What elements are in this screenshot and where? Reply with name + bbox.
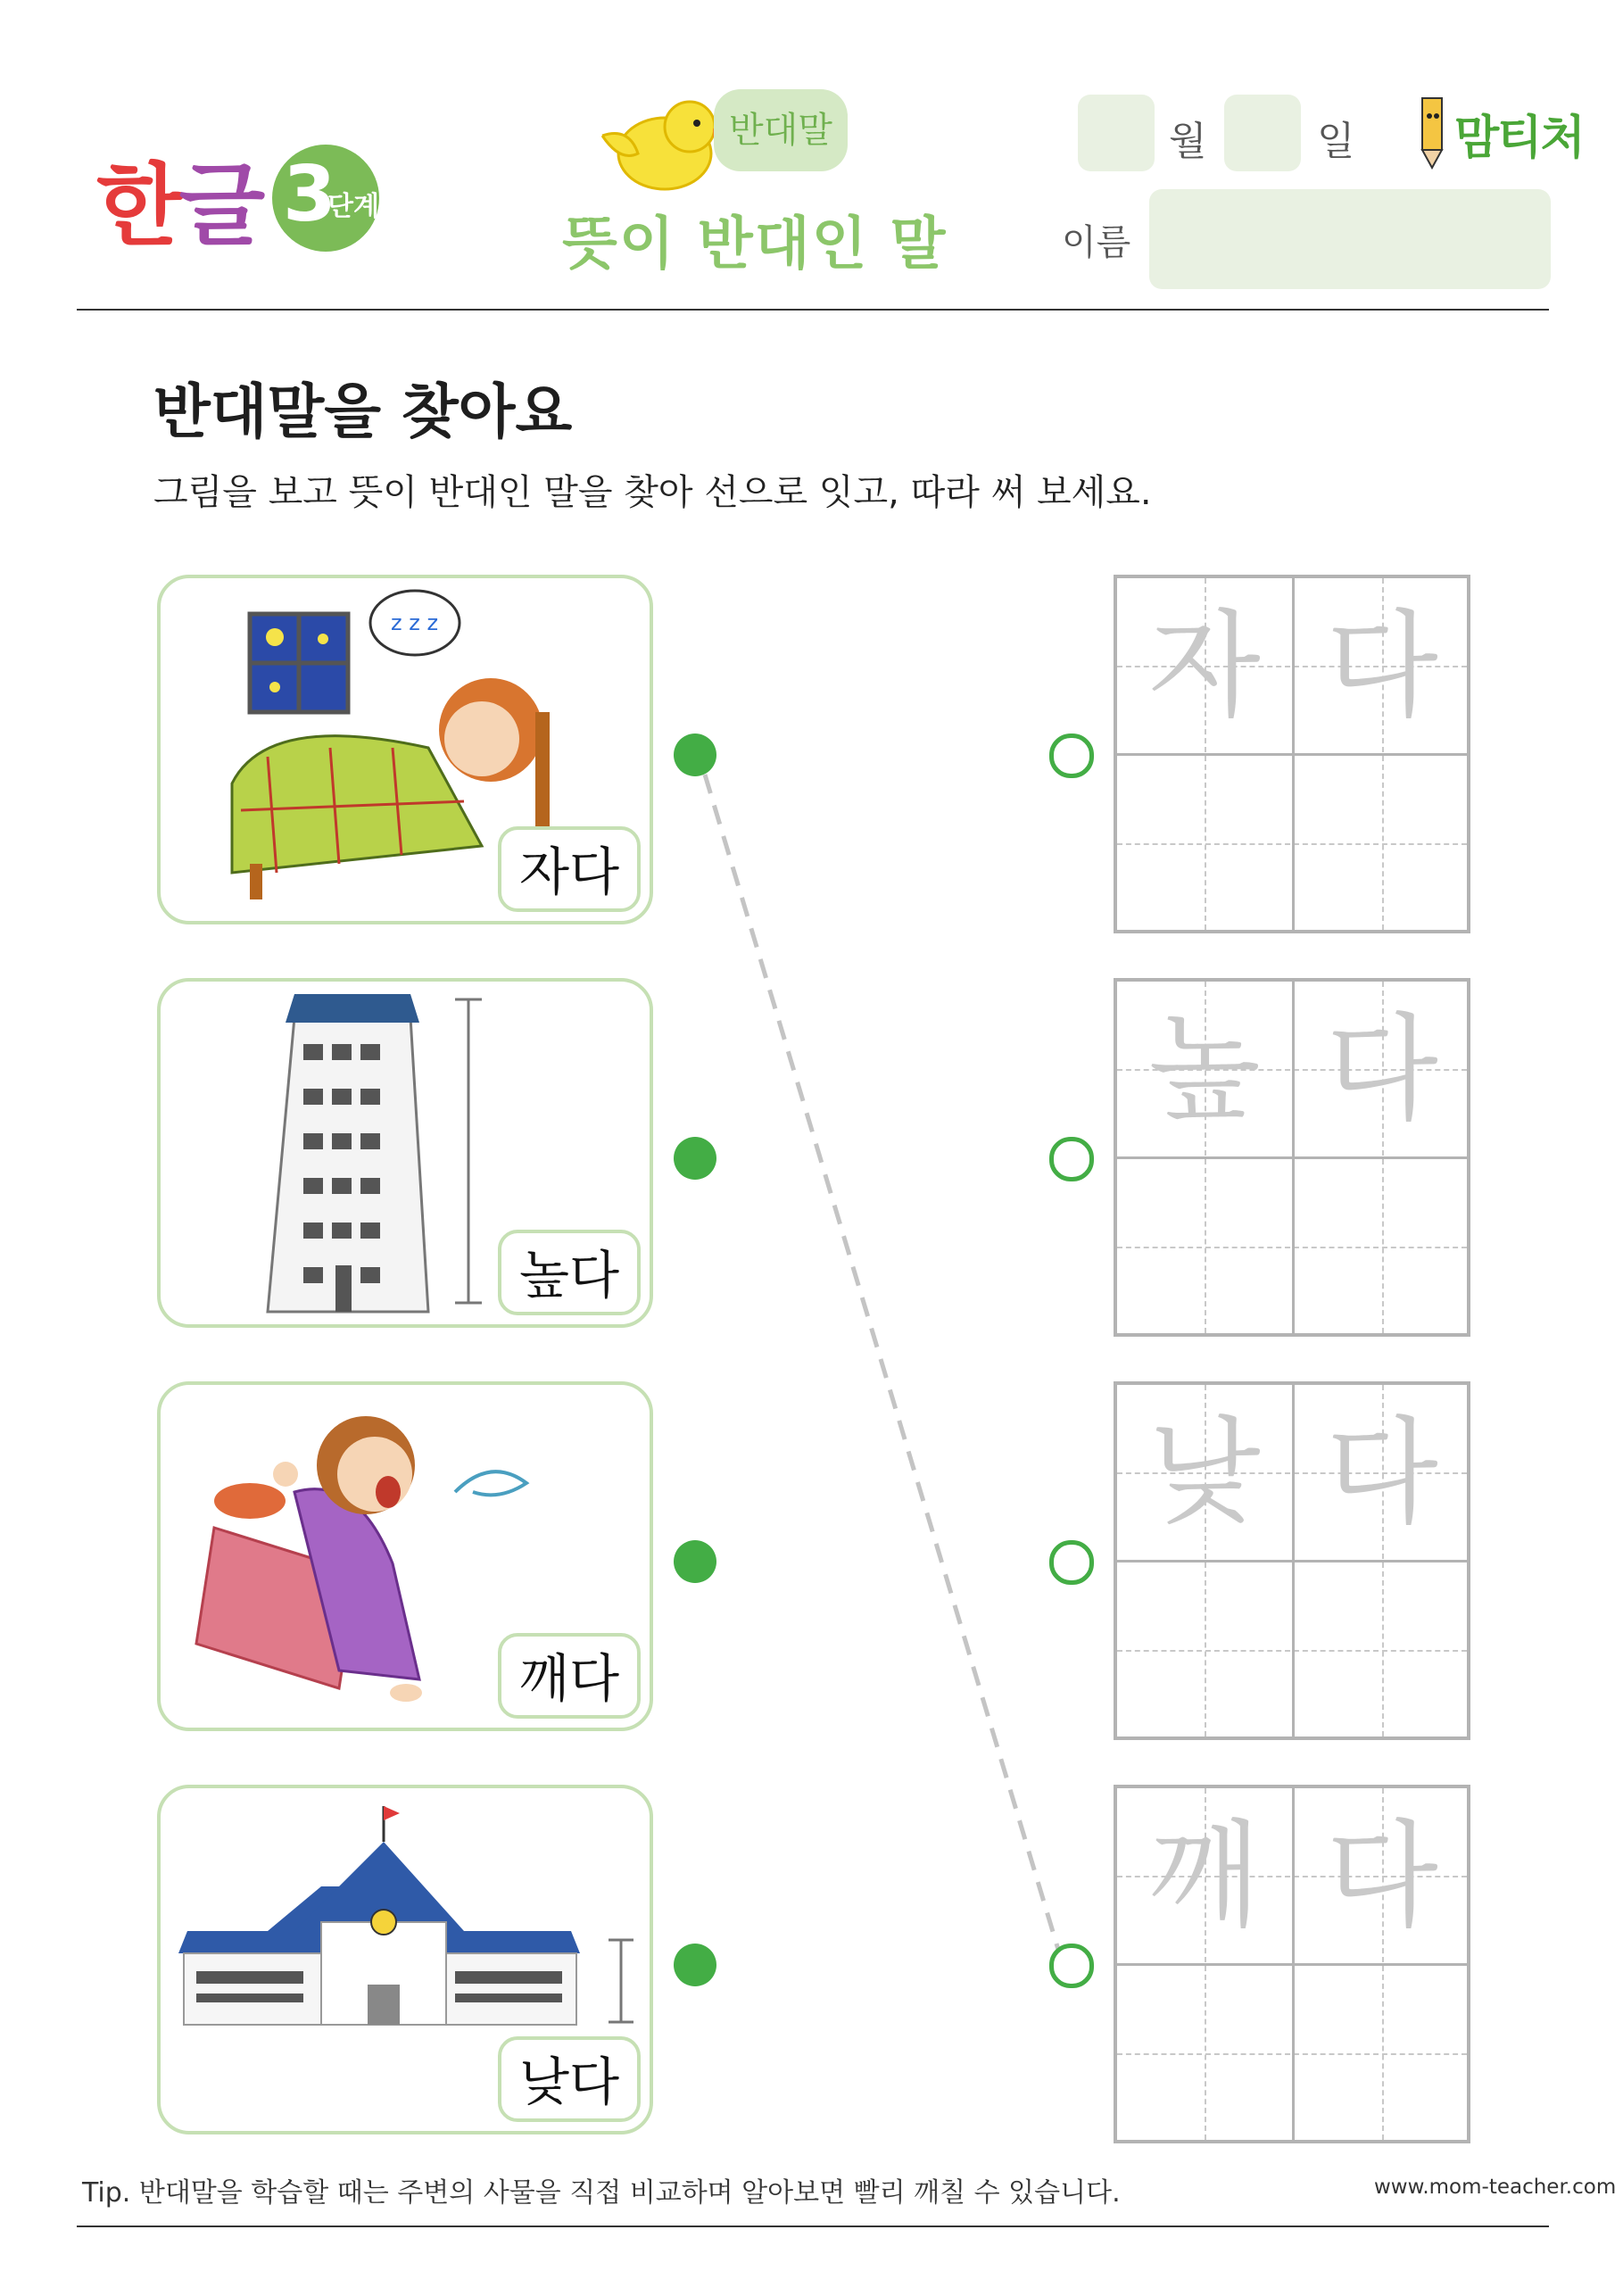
writing-grid[interactable] [1114,575,1470,933]
brand-logo: 맘티처 [1454,112,1584,165]
match-dot-right[interactable] [1049,1540,1094,1585]
trace-char: 다 [1326,1808,1438,1944]
trace-char: 높 [1148,1001,1261,1137]
writing-grid[interactable] [1114,1785,1470,2143]
match-dot-left[interactable] [674,1137,716,1180]
site-url: www.mom-teacher.com [1374,2176,1617,2199]
picture-card [157,575,653,924]
brand-char-2: 글 [178,153,262,258]
instruction-text: 그림을 보고 뜻이 반대인 말을 찾아 선으로 잇고, 따라 써 보세요. [153,472,1152,513]
word-label: 높다 [498,1230,641,1315]
trace-char: 낮 [1148,1405,1261,1540]
picture-card [157,1381,653,1731]
trace-char: 깨 [1148,1808,1261,1944]
word-label: 깨다 [498,1633,641,1719]
picture-card [157,978,653,1328]
match-dot-right[interactable] [1049,1137,1094,1181]
word-label: 자다 [498,826,641,912]
stage-label: 단계 [327,191,379,222]
tip-text: Tip. 반대말을 학습할 때는 주변의 사물을 직접 비교하며 알아보면 빨리 깨칠 수 있습니다. [82,2177,1121,2209]
match-dot-left[interactable] [674,1540,716,1583]
match-dot-left[interactable] [674,1944,716,1986]
page-subtitle: 뜻이 반대인 말 [562,211,948,278]
brand-char-1: 한 [96,153,179,258]
match-dot-right[interactable] [1049,1944,1094,1988]
writing-grid[interactable] [1114,1381,1470,1740]
trace-char: 다 [1326,1405,1438,1540]
writing-grid[interactable] [1114,978,1470,1337]
stage-number: 3 [283,150,336,239]
match-dot-left[interactable] [674,734,716,776]
name-label: 이름 [1062,222,1131,263]
trace-char: 자 [1148,598,1261,734]
tag-pill: 반대말 [714,89,848,171]
picture-card [157,1785,653,2134]
footer-divider [77,2226,1549,2227]
svg-text:z z z: z z z [391,610,439,635]
page-title: 반대말을 찾아요 [153,377,573,446]
day-label: 일 [1317,119,1355,164]
trace-char: 다 [1326,1001,1438,1137]
word-label: 낮다 [498,2036,641,2122]
match-dot-right[interactable] [1049,734,1094,778]
month-label: 월 [1169,119,1207,164]
trace-char: 다 [1326,598,1438,734]
